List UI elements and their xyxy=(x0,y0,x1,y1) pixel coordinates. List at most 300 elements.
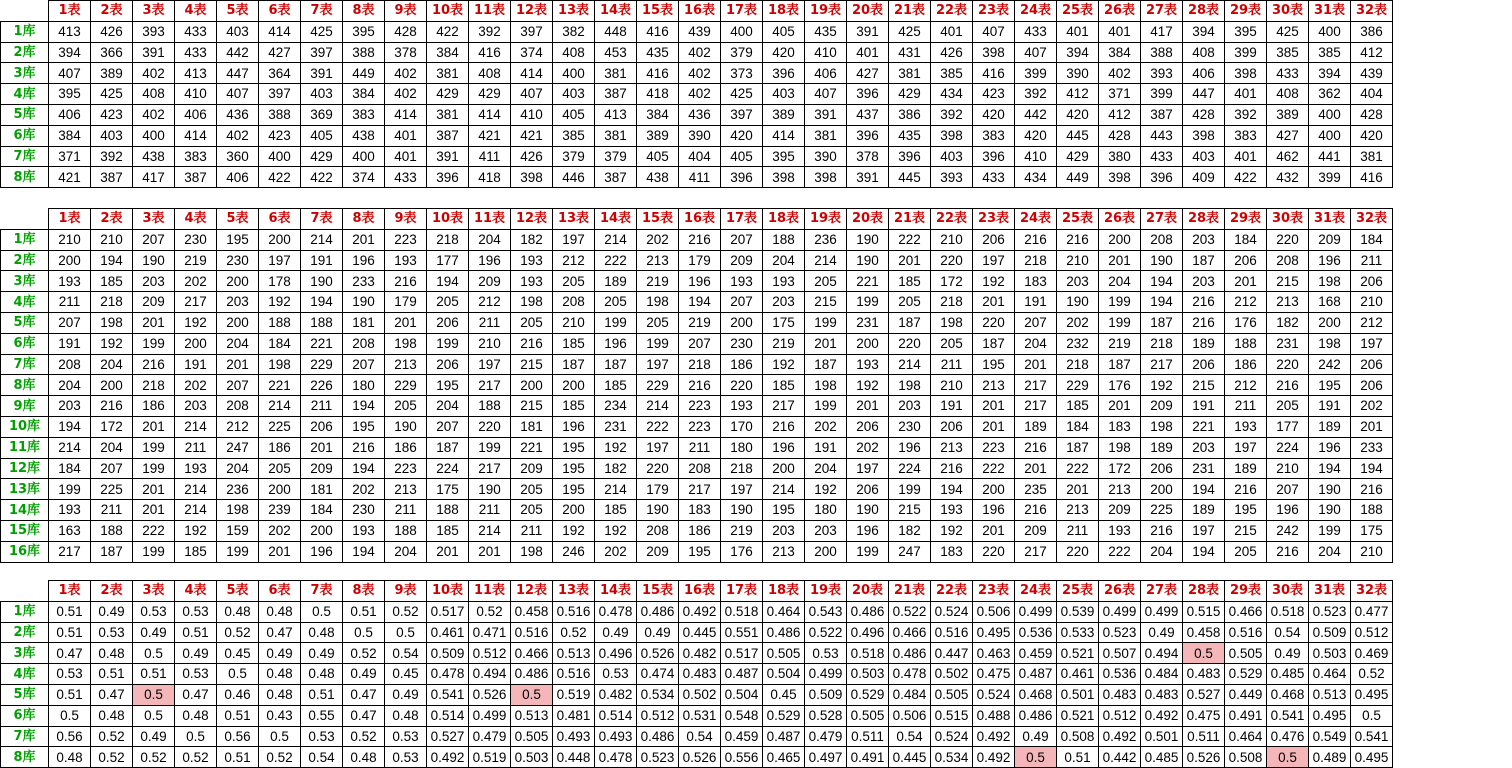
table-cell[interactable]: 220 xyxy=(973,541,1015,562)
table-cell[interactable]: 191 xyxy=(805,437,847,458)
table-cell[interactable]: 418 xyxy=(469,167,511,188)
table-cell[interactable]: 429 xyxy=(427,84,469,105)
table-cell[interactable]: 0.481 xyxy=(553,705,595,726)
table-cell[interactable]: 0.484 xyxy=(889,684,931,705)
table-cell[interactable]: 199 xyxy=(1309,520,1351,541)
table-cell[interactable]: 0.505 xyxy=(931,684,973,705)
table-cell[interactable]: 172 xyxy=(1099,458,1141,479)
table-cell[interactable]: 392 xyxy=(931,104,973,125)
table-cell[interactable]: 0.499 xyxy=(805,664,847,685)
table-cell[interactable]: 211 xyxy=(385,500,427,521)
table-cell[interactable]: 0.448 xyxy=(553,747,595,768)
column-header[interactable]: 10表 xyxy=(427,209,469,230)
table-cell[interactable]: 190 xyxy=(847,250,889,271)
table-cell[interactable]: 389 xyxy=(91,63,133,84)
table-cell[interactable]: 0.495 xyxy=(1351,747,1393,768)
table-cell[interactable]: 218 xyxy=(427,229,469,250)
table-cell[interactable]: 0.47 xyxy=(91,684,133,705)
table-cell[interactable]: 397 xyxy=(511,21,553,42)
table-cell[interactable]: 420 xyxy=(721,125,763,146)
table-cell[interactable]: 401 xyxy=(1225,146,1267,167)
table-cell[interactable]: 0.548 xyxy=(721,705,763,726)
table-cell[interactable]: 175 xyxy=(427,479,469,500)
table-cell[interactable]: 402 xyxy=(679,42,721,63)
table-cell[interactable]: 0.49 xyxy=(595,622,637,643)
table-cell[interactable]: 218 xyxy=(1141,333,1183,354)
table-cell[interactable]: 204 xyxy=(49,375,91,396)
column-header[interactable]: 30表 xyxy=(1267,1,1309,22)
table-cell[interactable]: 192 xyxy=(805,479,847,500)
table-cell[interactable]: 188 xyxy=(469,396,511,417)
table-cell[interactable]: 401 xyxy=(1057,21,1099,42)
column-header[interactable]: 6表 xyxy=(259,1,301,22)
table-cell[interactable]: 0.483 xyxy=(679,664,721,685)
column-header[interactable]: 20表 xyxy=(847,581,889,602)
column-header[interactable]: 1表 xyxy=(49,581,91,602)
table-cell[interactable]: 202 xyxy=(1351,396,1393,417)
table-cell[interactable]: 176 xyxy=(1225,312,1267,333)
table-cell[interactable]: 223 xyxy=(679,396,721,417)
table-cell[interactable]: 193 xyxy=(721,396,763,417)
table-cell[interactable]: 0.487 xyxy=(721,664,763,685)
column-header[interactable]: 14表 xyxy=(595,581,637,602)
table-cell[interactable]: 0.486 xyxy=(763,622,805,643)
table-cell[interactable]: 211 xyxy=(1351,250,1393,271)
table-cell[interactable]: 216 xyxy=(679,229,721,250)
table-cell[interactable]: 416 xyxy=(637,21,679,42)
table-cell[interactable]: 219 xyxy=(763,333,805,354)
table-cell[interactable]: 0.53 xyxy=(805,643,847,664)
table-cell[interactable]: 390 xyxy=(1057,63,1099,84)
table-cell[interactable]: 397 xyxy=(721,104,763,125)
table-cell[interactable]: 191 xyxy=(301,250,343,271)
column-header[interactable]: 16表 xyxy=(679,581,721,602)
table-cell[interactable]: 392 xyxy=(1225,104,1267,125)
table-cell[interactable]: 197 xyxy=(1225,437,1267,458)
table-cell[interactable]: 216 xyxy=(1267,541,1309,562)
table-cell[interactable]: 399 xyxy=(1015,63,1057,84)
table-cell[interactable]: 209 xyxy=(301,458,343,479)
table-cell[interactable]: 0.5 xyxy=(259,726,301,747)
table-cell[interactable]: 189 xyxy=(1183,500,1225,521)
table-cell[interactable]: 219 xyxy=(637,271,679,292)
table-cell[interactable]: 422 xyxy=(427,21,469,42)
table-cell[interactable]: 0.511 xyxy=(1183,726,1225,747)
table-cell[interactable]: 194 xyxy=(1183,479,1225,500)
table-cell[interactable]: 193 xyxy=(49,271,91,292)
table-cell[interactable]: 0.51 xyxy=(1057,747,1099,768)
column-header[interactable]: 4表 xyxy=(175,581,217,602)
table-cell[interactable]: 0.47 xyxy=(259,622,301,643)
table-cell[interactable]: 396 xyxy=(847,84,889,105)
table-cell[interactable]: 436 xyxy=(679,104,721,125)
table-cell[interactable]: 207 xyxy=(343,354,385,375)
table-cell[interactable]: 221 xyxy=(259,375,301,396)
table-cell[interactable]: 0.49 xyxy=(259,643,301,664)
table-cell[interactable]: 398 xyxy=(1183,125,1225,146)
table-cell[interactable]: 206 xyxy=(1351,271,1393,292)
table-cell[interactable]: 193 xyxy=(1099,520,1141,541)
table-cell[interactable]: 395 xyxy=(1225,21,1267,42)
table-cell[interactable]: 406 xyxy=(1183,63,1225,84)
table-cell[interactable]: 200 xyxy=(259,479,301,500)
row-header[interactable]: 16库 xyxy=(1,541,49,562)
table-cell[interactable]: 201 xyxy=(133,500,175,521)
table-cell[interactable]: 378 xyxy=(847,146,889,167)
table-cell[interactable]: 373 xyxy=(721,63,763,84)
column-header[interactable]: 23表 xyxy=(973,209,1015,230)
table-cell[interactable]: 202 xyxy=(1057,312,1099,333)
column-header[interactable]: 19表 xyxy=(805,581,847,602)
table-cell[interactable]: 217 xyxy=(1015,396,1057,417)
column-header[interactable]: 6表 xyxy=(259,209,301,230)
table-cell[interactable]: 216 xyxy=(1267,375,1309,396)
column-header[interactable]: 15表 xyxy=(637,581,679,602)
table-cell[interactable]: 195 xyxy=(427,375,469,396)
table-cell[interactable]: 0.515 xyxy=(1183,601,1225,622)
table-cell[interactable]: 439 xyxy=(1351,63,1393,84)
table-cell[interactable]: 211 xyxy=(49,292,91,313)
table-cell[interactable]: 204 xyxy=(763,250,805,271)
column-header[interactable]: 8表 xyxy=(343,581,385,602)
row-header[interactable]: 2库 xyxy=(1,250,49,271)
table-cell[interactable]: 176 xyxy=(721,541,763,562)
table-cell[interactable]: 229 xyxy=(301,354,343,375)
table-cell[interactable]: 217 xyxy=(49,541,91,562)
table-cell[interactable]: 218 xyxy=(1015,250,1057,271)
column-header[interactable]: 18表 xyxy=(763,581,805,602)
table-cell[interactable]: 0.47 xyxy=(343,684,385,705)
table-cell[interactable]: 402 xyxy=(133,63,175,84)
table-cell[interactable]: 381 xyxy=(595,125,637,146)
row-header[interactable]: 8库 xyxy=(1,375,49,396)
table-cell[interactable]: 201 xyxy=(133,479,175,500)
row-header[interactable]: 1库 xyxy=(1,229,49,250)
table-cell[interactable]: 187 xyxy=(595,354,637,375)
table-cell[interactable]: 204 xyxy=(91,354,133,375)
table-cell[interactable]: 0.466 xyxy=(889,622,931,643)
column-header[interactable]: 14表 xyxy=(595,209,637,230)
table-cell[interactable]: 212 xyxy=(1225,375,1267,396)
table-cell[interactable]: 0.518 xyxy=(1267,601,1309,622)
table-cell[interactable]: 426 xyxy=(91,21,133,42)
table-cell[interactable]: 0.49 xyxy=(1141,622,1183,643)
table-cell[interactable]: 219 xyxy=(1099,333,1141,354)
table-cell[interactable]: 0.49 xyxy=(301,643,343,664)
table-cell[interactable]: 400 xyxy=(1309,21,1351,42)
table-cell[interactable]: 223 xyxy=(385,458,427,479)
table-cell[interactable]: 400 xyxy=(259,146,301,167)
table-cell[interactable]: 199 xyxy=(595,312,637,333)
highlighted-cell[interactable]: 0.5 xyxy=(133,684,175,705)
table-cell[interactable]: 0.51 xyxy=(175,622,217,643)
table-cell[interactable]: 220 xyxy=(1057,541,1099,562)
table-cell[interactable]: 192 xyxy=(595,520,637,541)
table-cell[interactable]: 200 xyxy=(553,500,595,521)
table-cell[interactable]: 194 xyxy=(1309,458,1351,479)
table-cell[interactable]: 398 xyxy=(1099,167,1141,188)
table-cell[interactable]: 217 xyxy=(469,458,511,479)
table-cell[interactable]: 197 xyxy=(1351,333,1393,354)
table-cell[interactable]: 211 xyxy=(301,396,343,417)
table-cell[interactable]: 384 xyxy=(427,42,469,63)
table-cell[interactable]: 0.468 xyxy=(1267,684,1309,705)
table-cell[interactable]: 220 xyxy=(1267,229,1309,250)
table-cell[interactable]: 201 xyxy=(973,396,1015,417)
table-cell[interactable]: 0.478 xyxy=(889,664,931,685)
table-cell[interactable]: 212 xyxy=(217,416,259,437)
table-cell[interactable]: 199 xyxy=(49,479,91,500)
table-cell[interactable]: 231 xyxy=(595,416,637,437)
table-cell[interactable]: 201 xyxy=(805,333,847,354)
table-cell[interactable]: 230 xyxy=(721,333,763,354)
column-header[interactable]: 5表 xyxy=(217,1,259,22)
table-cell[interactable]: 0.516 xyxy=(931,622,973,643)
table-cell[interactable]: 215 xyxy=(889,500,931,521)
table-cell[interactable]: 199 xyxy=(469,437,511,458)
table-cell[interactable]: 196 xyxy=(469,250,511,271)
row-header[interactable]: 1库 xyxy=(1,601,49,622)
table-cell[interactable]: 216 xyxy=(1183,312,1225,333)
table-cell[interactable]: 407 xyxy=(973,21,1015,42)
table-cell[interactable]: 221 xyxy=(847,271,889,292)
table-cell[interactable]: 403 xyxy=(553,84,595,105)
table-cell[interactable]: 448 xyxy=(595,21,637,42)
table-cell[interactable]: 203 xyxy=(217,292,259,313)
table-cell[interactable]: 200 xyxy=(301,520,343,541)
table-cell[interactable]: 190 xyxy=(469,479,511,500)
table-cell[interactable]: 197 xyxy=(721,479,763,500)
column-header[interactable]: 28表 xyxy=(1183,1,1225,22)
table-cell[interactable]: 0.529 xyxy=(763,705,805,726)
table-cell[interactable]: 185 xyxy=(91,271,133,292)
table-cell[interactable]: 189 xyxy=(1183,333,1225,354)
table-cell[interactable]: 183 xyxy=(931,541,973,562)
table-cell[interactable]: 391 xyxy=(301,63,343,84)
table-cell[interactable]: 199 xyxy=(847,292,889,313)
table-cell[interactable]: 0.53 xyxy=(175,601,217,622)
table-cell[interactable]: 396 xyxy=(721,167,763,188)
table-cell[interactable]: 216 xyxy=(763,416,805,437)
table-cell[interactable]: 396 xyxy=(427,167,469,188)
table-cell[interactable]: 191 xyxy=(49,333,91,354)
table-cell[interactable]: 394 xyxy=(1309,63,1351,84)
column-header[interactable]: 24表 xyxy=(1015,581,1057,602)
table-cell[interactable]: 462 xyxy=(1267,146,1309,167)
table-cell[interactable]: 0.51 xyxy=(343,601,385,622)
table-cell[interactable]: 183 xyxy=(1015,271,1057,292)
column-header[interactable]: 17表 xyxy=(721,209,763,230)
table-cell[interactable]: 0.499 xyxy=(469,705,511,726)
table-cell[interactable]: 0.483 xyxy=(1183,664,1225,685)
table-cell[interactable]: 190 xyxy=(847,500,889,521)
table-cell[interactable]: 207 xyxy=(1267,479,1309,500)
table-cell[interactable]: 0.526 xyxy=(469,684,511,705)
table-cell[interactable]: 386 xyxy=(889,104,931,125)
table-cell[interactable]: 213 xyxy=(1099,479,1141,500)
table-cell[interactable]: 0.53 xyxy=(133,601,175,622)
table-cell[interactable]: 0.517 xyxy=(427,601,469,622)
highlighted-cell[interactable]: 0.5 xyxy=(1183,643,1225,664)
table-cell[interactable]: 422 xyxy=(301,167,343,188)
column-header[interactable]: 13表 xyxy=(553,581,595,602)
table-cell[interactable]: 187 xyxy=(1183,250,1225,271)
table-cell[interactable]: 209 xyxy=(1141,396,1183,417)
table-cell[interactable]: 412 xyxy=(1057,84,1099,105)
table-cell[interactable]: 197 xyxy=(637,354,679,375)
table-cell[interactable]: 0.52 xyxy=(91,747,133,768)
table-cell[interactable]: 0.521 xyxy=(1057,705,1099,726)
table-cell[interactable]: 403 xyxy=(1183,146,1225,167)
table-cell[interactable]: 0.493 xyxy=(595,726,637,747)
table-cell[interactable]: 0.499 xyxy=(1141,601,1183,622)
table-cell[interactable]: 203 xyxy=(175,396,217,417)
table-cell[interactable]: 395 xyxy=(763,146,805,167)
table-cell[interactable]: 385 xyxy=(931,63,973,84)
column-header[interactable]: 32表 xyxy=(1351,209,1393,230)
column-header[interactable]: 31表 xyxy=(1309,581,1351,602)
table-cell[interactable]: 428 xyxy=(1183,104,1225,125)
table-cell[interactable]: 191 xyxy=(1309,396,1351,417)
table-cell[interactable]: 196 xyxy=(973,500,1015,521)
table-cell[interactable]: 429 xyxy=(1057,146,1099,167)
table-cell[interactable]: 0.487 xyxy=(1015,664,1057,685)
table-cell[interactable]: 201 xyxy=(385,312,427,333)
table-cell[interactable]: 390 xyxy=(679,125,721,146)
table-cell[interactable]: 198 xyxy=(511,541,553,562)
table-cell[interactable]: 0.49 xyxy=(175,643,217,664)
table-cell[interactable]: 201 xyxy=(973,416,1015,437)
table-cell[interactable]: 442 xyxy=(1015,104,1057,125)
table-cell[interactable]: 0.492 xyxy=(1141,705,1183,726)
table-cell[interactable]: 421 xyxy=(49,167,91,188)
table-cell[interactable]: 0.516 xyxy=(511,622,553,643)
table-cell[interactable]: 207 xyxy=(49,312,91,333)
table-cell[interactable]: 0.486 xyxy=(637,726,679,747)
table-cell[interactable]: 422 xyxy=(259,167,301,188)
table-cell[interactable]: 190 xyxy=(1309,500,1351,521)
table-cell[interactable]: 185 xyxy=(553,396,595,417)
column-header[interactable]: 3表 xyxy=(133,209,175,230)
table-cell[interactable]: 213 xyxy=(973,375,1015,396)
table-cell[interactable]: 196 xyxy=(343,250,385,271)
table-cell[interactable]: 404 xyxy=(679,146,721,167)
table-cell[interactable]: 206 xyxy=(1141,458,1183,479)
table-cell[interactable]: 431 xyxy=(889,42,931,63)
table-cell[interactable]: 209 xyxy=(721,250,763,271)
table-cell[interactable]: 184 xyxy=(49,458,91,479)
table-cell[interactable]: 379 xyxy=(553,146,595,167)
table-cell[interactable]: 441 xyxy=(1309,146,1351,167)
table-cell[interactable]: 191 xyxy=(1183,396,1225,417)
table-cell[interactable]: 384 xyxy=(1099,42,1141,63)
table-cell[interactable]: 223 xyxy=(385,229,427,250)
table-cell[interactable]: 414 xyxy=(763,125,805,146)
table-cell[interactable]: 0.55 xyxy=(301,705,343,726)
table-cell[interactable]: 192 xyxy=(973,271,1015,292)
table-cell[interactable]: 0.536 xyxy=(1099,664,1141,685)
table-cell[interactable]: 433 xyxy=(973,167,1015,188)
table-cell[interactable]: 206 xyxy=(931,416,973,437)
table-cell[interactable]: 403 xyxy=(763,84,805,105)
table-cell[interactable]: 0.509 xyxy=(1309,622,1351,643)
table-cell[interactable]: 222 xyxy=(133,520,175,541)
table-cell[interactable]: 204 xyxy=(427,396,469,417)
table-cell[interactable]: 192 xyxy=(91,333,133,354)
table-cell[interactable]: 216 xyxy=(1225,479,1267,500)
column-header[interactable]: 12表 xyxy=(511,1,553,22)
table-cell[interactable]: 413 xyxy=(595,104,637,125)
column-header[interactable]: 1表 xyxy=(49,209,91,230)
table-cell[interactable]: 0.53 xyxy=(301,726,343,747)
row-header[interactable]: 11库 xyxy=(1,437,49,458)
column-header[interactable]: 21表 xyxy=(889,209,931,230)
table-cell[interactable]: 185 xyxy=(175,541,217,562)
table-cell[interactable]: 0.52 xyxy=(553,622,595,643)
table-cell[interactable]: 395 xyxy=(49,84,91,105)
table-cell[interactable]: 0.51 xyxy=(49,684,91,705)
table-cell[interactable]: 201 xyxy=(1015,458,1057,479)
column-header[interactable]: 28表 xyxy=(1183,209,1225,230)
table-cell[interactable]: 188 xyxy=(385,520,427,541)
table-cell[interactable]: 0.503 xyxy=(1309,643,1351,664)
table-cell[interactable]: 187 xyxy=(889,312,931,333)
table-cell[interactable]: 410 xyxy=(511,104,553,125)
table-cell[interactable]: 0.48 xyxy=(343,747,385,768)
table-cell[interactable]: 179 xyxy=(679,250,721,271)
table-cell[interactable]: 396 xyxy=(847,125,889,146)
table-cell[interactable]: 397 xyxy=(301,42,343,63)
table-cell[interactable]: 198 xyxy=(217,500,259,521)
table-cell[interactable]: 204 xyxy=(805,458,847,479)
table-cell[interactable]: 0.461 xyxy=(1057,664,1099,685)
column-header[interactable]: 3表 xyxy=(133,581,175,602)
table-cell[interactable]: 231 xyxy=(847,312,889,333)
table-cell[interactable]: 203 xyxy=(1183,271,1225,292)
table-cell[interactable]: 0.513 xyxy=(511,705,553,726)
table-cell[interactable]: 201 xyxy=(301,437,343,458)
table-cell[interactable]: 433 xyxy=(175,21,217,42)
column-header[interactable]: 10表 xyxy=(427,1,469,22)
highlighted-cell[interactable]: 0.5 xyxy=(1267,747,1309,768)
column-header[interactable]: 6表 xyxy=(259,581,301,602)
table-cell[interactable]: 201 xyxy=(1225,271,1267,292)
table-cell[interactable]: 0.491 xyxy=(847,747,889,768)
table-cell[interactable]: 197 xyxy=(847,458,889,479)
table-cell[interactable]: 207 xyxy=(721,292,763,313)
table-cell[interactable]: 442 xyxy=(217,42,259,63)
table-cell[interactable]: 179 xyxy=(637,479,679,500)
table-cell[interactable]: 199 xyxy=(805,396,847,417)
table-cell[interactable]: 185 xyxy=(889,271,931,292)
row-header[interactable]: 7库 xyxy=(1,726,49,747)
table-cell[interactable]: 217 xyxy=(1015,541,1057,562)
table-cell[interactable]: 379 xyxy=(721,42,763,63)
table-cell[interactable]: 428 xyxy=(1099,125,1141,146)
table-cell[interactable]: 188 xyxy=(91,520,133,541)
table-cell[interactable]: 412 xyxy=(1351,42,1393,63)
table-cell[interactable]: 217 xyxy=(1141,354,1183,375)
table-cell[interactable]: 0.527 xyxy=(427,726,469,747)
table-cell[interactable]: 219 xyxy=(679,312,721,333)
table-cell[interactable]: 395 xyxy=(343,21,385,42)
table-cell[interactable]: 416 xyxy=(1351,167,1393,188)
table-cell[interactable]: 426 xyxy=(511,146,553,167)
table-cell[interactable]: 198 xyxy=(1141,416,1183,437)
table-cell[interactable]: 207 xyxy=(1015,312,1057,333)
column-header[interactable]: 2表 xyxy=(91,1,133,22)
table-cell[interactable]: 208 xyxy=(343,333,385,354)
